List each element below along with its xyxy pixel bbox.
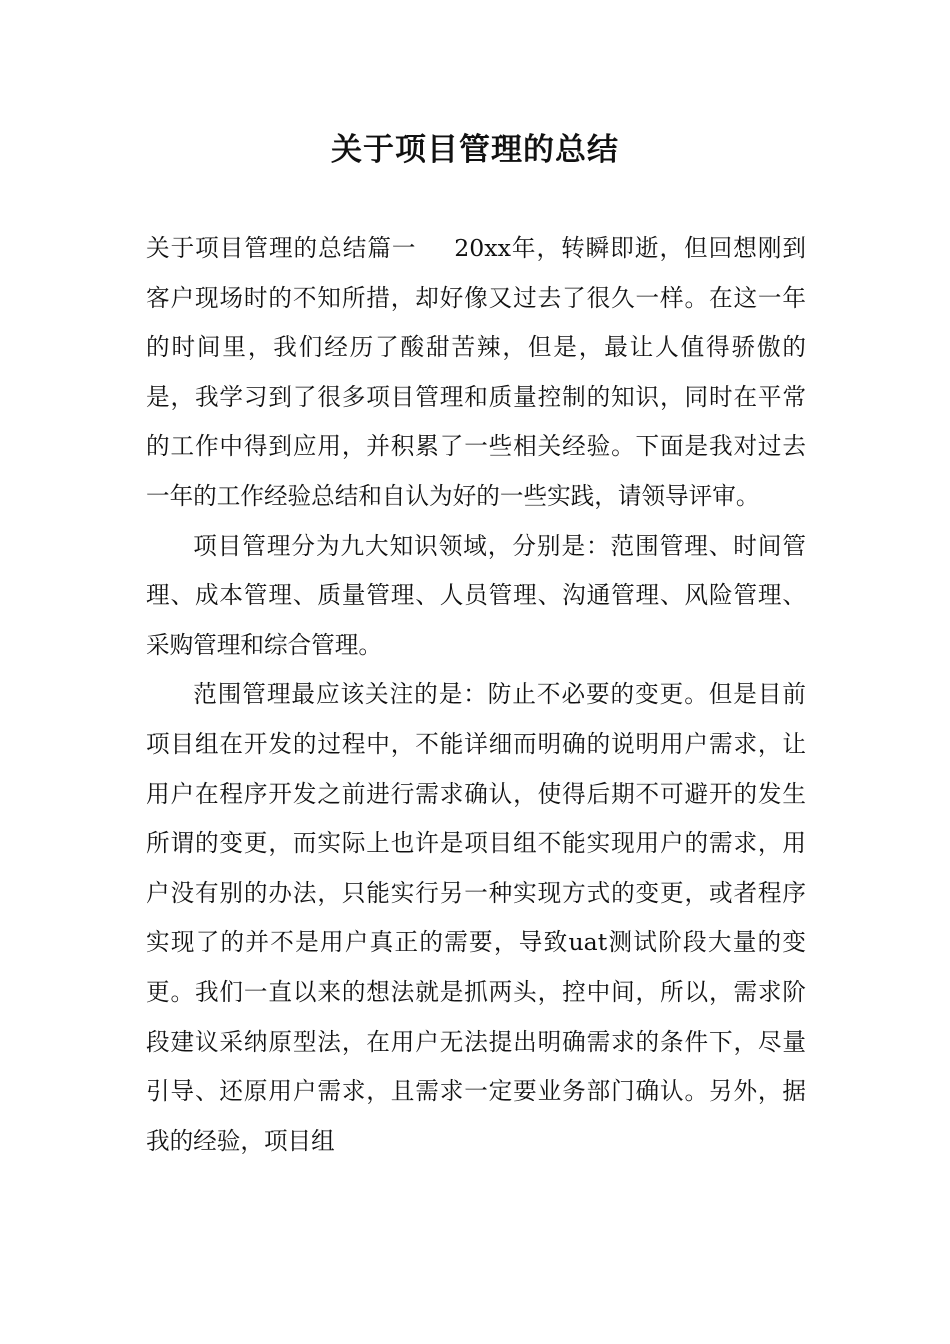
paragraph-2: 项目管理分为九大知识领域，分别是：范围管理、时间管理、成本管理、质量管理、人员管理、沟通管理、风险管理、采购管理和综合管理。 [146,531,806,659]
document-title: 关于项目管理的总结 [331,132,619,168]
paragraph-1-text: 20xx年，转瞬即逝，但回想刚到客户现场时的不知所措，却好像又过去了很久一样。在这一年的时间里，我们经历了酸甜苦辣，但是，最让人值得骄傲的是，我学习到了很多项目管理和质量控制的知识，同时在平常的工作中得到应用，并积累了一些相关经验。下面是我对过去一年的工作经验总结和自认为好的一些实践，请领导评审。 [146,234,806,510]
section-heading: 关于项目管理的总结篇一 [146,234,417,262]
paragraph-1 [146,224,806,522]
paragraph-3: 范围管理最应该关注的是：防止不必要的变更。但是目前项目组在开发的过程中，不能详细而明确的说明用户需求，让用户在程序开发之前进行需求确认，使得后期不可避开的发生所谓的变更，而实际上也许是项目组不能实现用户的需求，用户没有别的办法，只能实行另一种实现方式的变更，或者程序实现了的并不是用户真正的需要，导致uat测试阶段大量的变更。我们一直以来的想法就是抓两头，控中间，所以，需求阶段建议采纳原型法，在用户无法提出明确需求的条件下，尽量引导、还原用户需求，且需求一定要业务部门确认。另外，据我的经验，项目组 [146,680,806,1155]
document-body [146,224,806,1166]
